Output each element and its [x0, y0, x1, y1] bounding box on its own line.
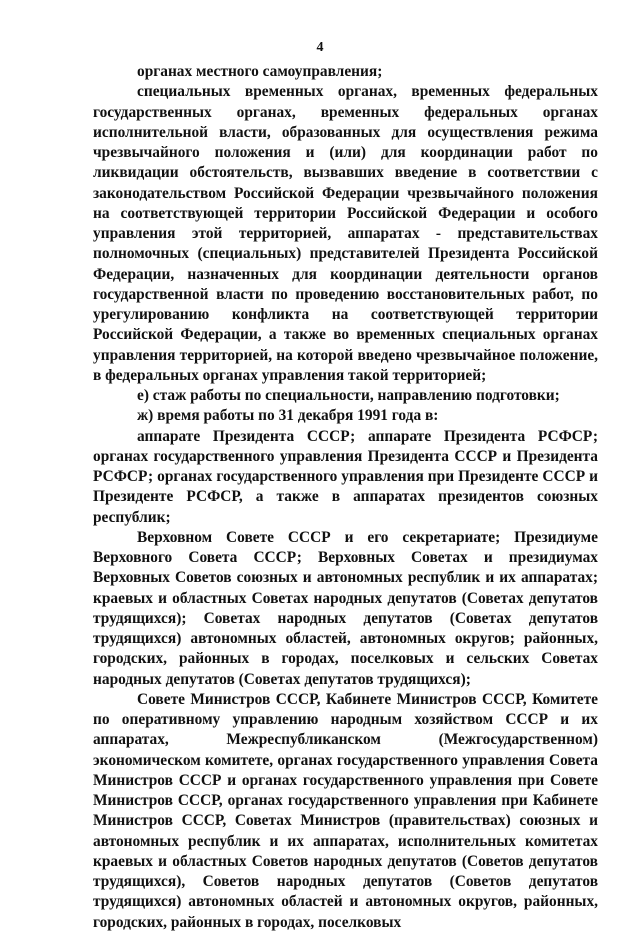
paragraph-special-temporary-bodies: специальных временных органах, временных федеральных государственных органах, временных федеральных органах исполнительной власти, образованных для осуществления режима чрезвычайного положения и (или) для координации работ по ликвидации обстоятельств, вызвавших введение в соответствии с законодательством Российской Федерации чрезвычайного положения на соответствующей территории Российской Федерации и особого управления этой территорией, аппаратах - представительствах полномочных (специальных) представителей Президента Российской Федерации, назначенных для координации деятельности органов государственной власти по проведению восстановительных работ, по урегулированию конфликта на соответствующей территории Российской Федерации, а также во временных специальных органах управления территорией, на которой введено чрезвычайное положение, в федеральных органах управления такой территорией; [93, 83, 598, 384]
paragraph-president-apparatus: аппарате Президента СССР; аппарате Президента РСФСР; органах государственного управления Президента СССР и Президента РСФСР; органах государственного управления при Президенте СССР и Президенте РСФСР, а также в аппаратах президентов союзных республик; [93, 427, 598, 526]
paragraph-item-e: е) стаж работы по специальности, направлению подготовки; [137, 387, 560, 404]
paragraph-item-zh: ж) время работы по 31 декабря 1991 года в: [137, 407, 439, 425]
paragraph-council-of-ministers: Совете Министров СССР, Кабинете Министров СССР, Комитете по оперативному управлению народным хозяйством СССР и их аппаратах, Межреспубликанском (Межгосударственном) экономическом комитете, органах государственного управления Совета Министров СССР и органах государственного управления при Совете Министров СССР, органах государственного управления при Кабинете Министров СССР, Советах Министров (правительствах) союзных и автономных республик и их аппаратах, исполнительных комитетах краевых и областных Советов народных депутатов (Советов депутатов трудящихся), Советов народных депутатов (Советов депутатов трудящихся) автономных областей и автономных округов, районных, городских, районных в городах, поселковых [93, 690, 598, 931]
paragraph-supreme-soviet: Верховном Совете СССР и его секретариате; Президиуме Верховного Совета СССР; Верховных Советах и президиумах Верховных Советов союзных и автономных республик и их аппаратах; краевых и областных Советах народных депутатов (Советах депутатов трудящихся); Советах народных депутатов (Советах депутатов трудящихся) автономных областей, автономных округов; районных, городских, районных в городах, поселковых и сельских Советах народных депутатов (Советах депутатов трудящихся); [93, 528, 598, 688]
paragraph-local-government: органах местного самоуправления; [137, 63, 383, 80]
document-body [93, 62, 598, 933]
page-number: 4 [316, 40, 324, 55]
